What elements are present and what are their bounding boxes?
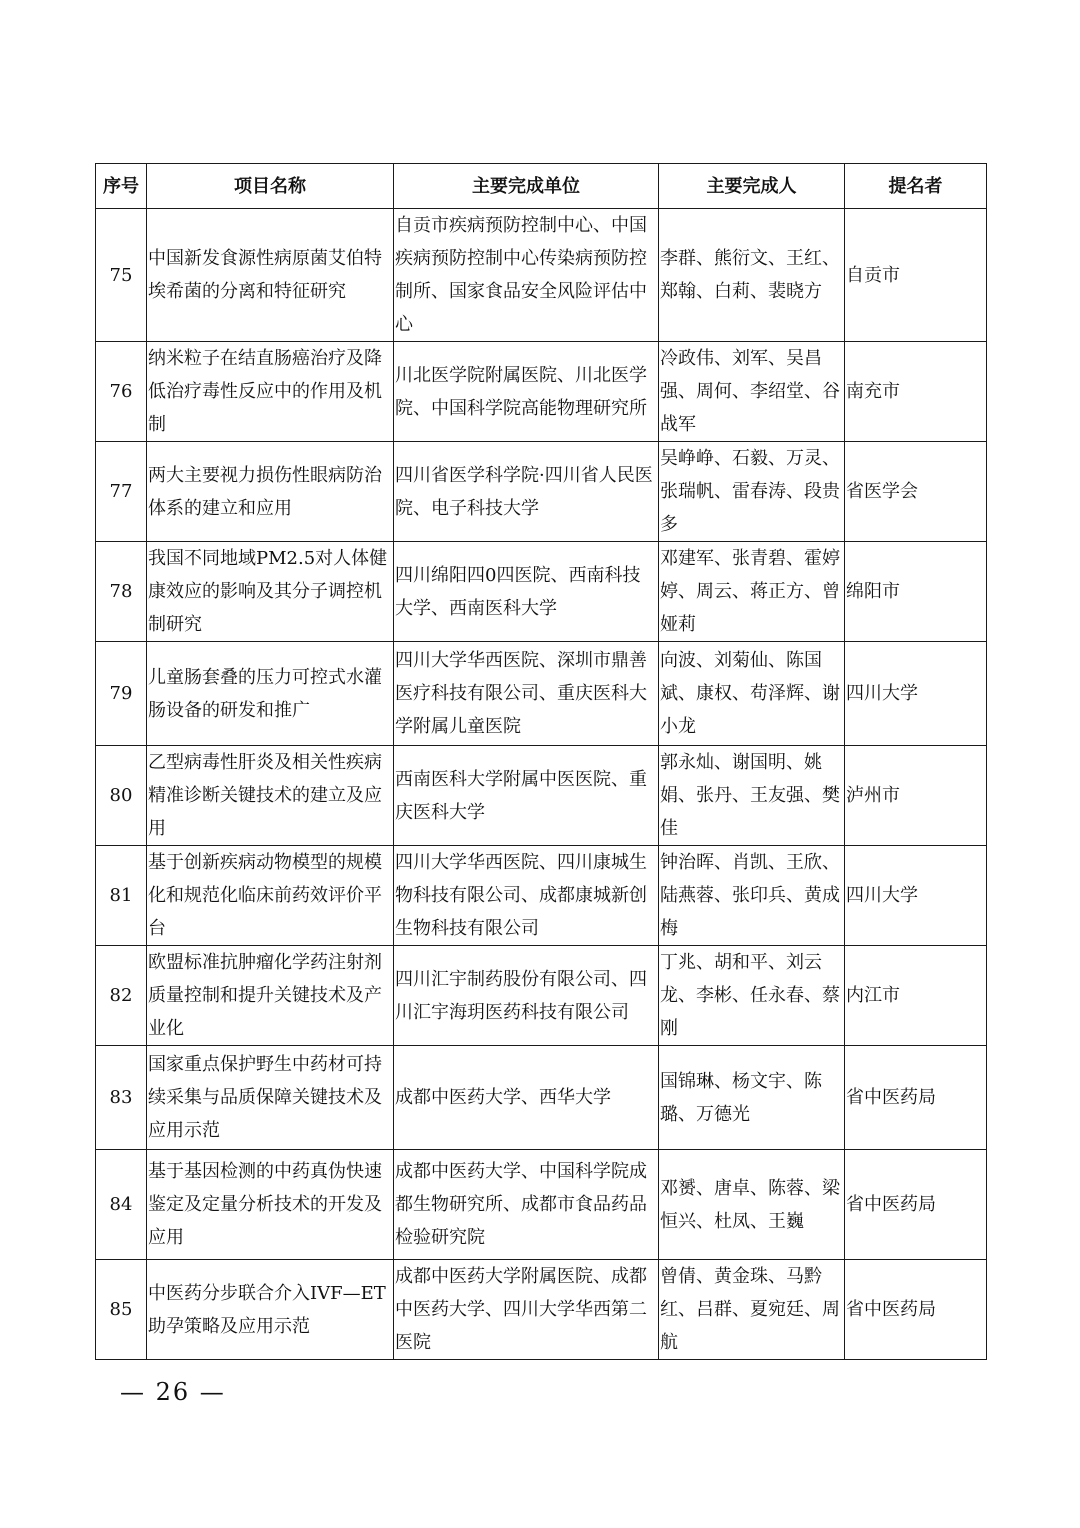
header-main-units: 主要完成单位 [394, 164, 659, 209]
table-row [96, 642, 987, 746]
row-serial-number: 77 [96, 442, 147, 542]
row-nominator: 泸州市 [845, 746, 987, 846]
row-serial-number: 82 [96, 946, 147, 1046]
row-main-people: 邓赟、唐卓、陈蓉、梁恒兴、杜凤、王巍 [659, 1150, 845, 1260]
table-row [96, 442, 987, 542]
table-row [96, 1046, 987, 1150]
row-nominator: 四川大学 [845, 642, 987, 746]
row-serial-number: 81 [96, 846, 147, 946]
row-nominator: 南充市 [845, 342, 987, 442]
row-project-name: 儿童肠套叠的压力可控式水灌肠设备的研发和推广 [147, 642, 394, 746]
table-row [96, 209, 987, 342]
row-nominator: 省中医药局 [845, 1046, 987, 1150]
header-row [96, 164, 987, 209]
row-project-name: 两大主要视力损伤性眼病防治体系的建立和应用 [147, 442, 394, 542]
row-serial-number: 79 [96, 642, 147, 746]
row-project-name: 欧盟标准抗肿瘤化学药注射剂质量控制和提升关键技术及产业化 [147, 946, 394, 1046]
row-project-name: 基于基因检测的中药真伪快速鉴定及定量分析技术的开发及应用 [147, 1150, 394, 1260]
table-row [96, 342, 987, 442]
row-main-people: 冷政伟、刘军、吴昌强、周何、李绍堂、谷战军 [659, 342, 845, 442]
row-serial-number: 78 [96, 542, 147, 642]
header-nominator: 提名者 [845, 164, 987, 209]
row-project-name: 乙型病毒性肝炎及相关性疾病精准诊断关键技术的建立及应用 [147, 746, 394, 846]
row-main-people: 曾倩、黄金珠、马黔红、吕群、夏宛廷、周航 [659, 1260, 845, 1360]
row-main-units: 四川绵阳四0四医院、西南科技大学、西南医科大学 [394, 542, 659, 642]
row-project-name: 纳米粒子在结直肠癌治疗及降低治疗毒性反应中的作用及机制 [147, 342, 394, 442]
table-header [96, 164, 987, 209]
row-serial-number: 75 [96, 209, 147, 342]
page-number: — 26 — [120, 1378, 226, 1406]
row-main-units: 四川汇宇制药股份有限公司、四川汇宇海玥医药科技有限公司 [394, 946, 659, 1046]
row-nominator: 省中医药局 [845, 1150, 987, 1260]
row-nominator: 省中医药局 [845, 1260, 987, 1360]
table-row [96, 746, 987, 846]
row-main-people: 李群、熊衍文、王红、郑翰、白莉、裴晓方 [659, 209, 845, 342]
row-main-people: 邓建军、张青碧、霍婷婷、周云、蒋正方、曾娅莉 [659, 542, 845, 642]
row-project-name: 我国不同地域PM2.5对人体健康效应的影响及其分子调控机制研究 [147, 542, 394, 642]
row-main-units: 成都中医药大学、中国科学院成都生物研究所、成都市食品药品检验研究院 [394, 1150, 659, 1260]
table-row [96, 1150, 987, 1260]
row-serial-number: 83 [96, 1046, 147, 1150]
table-row [96, 946, 987, 1046]
row-project-name: 中医药分步联合介入IVF—ET助孕策略及应用示范 [147, 1260, 394, 1360]
row-project-name: 中国新发食源性病原菌艾伯特埃希菌的分离和特征研究 [147, 209, 394, 342]
row-nominator: 自贡市 [845, 209, 987, 342]
row-main-units: 成都中医药大学、西华大学 [394, 1046, 659, 1150]
row-serial-number: 76 [96, 342, 147, 442]
row-main-people: 向波、刘菊仙、陈国斌、康权、苟泽辉、谢小龙 [659, 642, 845, 746]
row-main-units: 成都中医药大学附属医院、成都中医药大学、四川大学华西第二医院 [394, 1260, 659, 1360]
row-serial-number: 80 [96, 746, 147, 846]
row-nominator: 绵阳市 [845, 542, 987, 642]
row-main-people: 丁兆、胡和平、刘云龙、李彬、任永春、蔡刚 [659, 946, 845, 1046]
table-row [96, 1260, 987, 1360]
awards-table [95, 163, 987, 1360]
row-main-units: 西南医科大学附属中医医院、重庆医科大学 [394, 746, 659, 846]
header-serial-number: 序号 [96, 164, 147, 209]
row-project-name: 基于创新疾病动物模型的规模化和规范化临床前药效评价平台 [147, 846, 394, 946]
row-nominator: 内江市 [845, 946, 987, 1046]
row-main-units: 自贡市疾病预防控制中心、中国疾病预防控制中心传染病预防控制所、国家食品安全风险评估中心 [394, 209, 659, 342]
row-project-name: 国家重点保护野生中药材可持续采集与品质保障关键技术及应用示范 [147, 1046, 394, 1150]
header-project-name: 项目名称 [147, 164, 394, 209]
row-main-people: 郭永灿、谢国明、姚娟、张丹、王友强、樊佳 [659, 746, 845, 846]
row-serial-number: 84 [96, 1150, 147, 1260]
row-main-units: 四川省医学科学院·四川省人民医院、电子科技大学 [394, 442, 659, 542]
table-row [96, 846, 987, 946]
row-main-units: 川北医学院附属医院、川北医学院、中国科学院高能物理研究所 [394, 342, 659, 442]
row-nominator: 四川大学 [845, 846, 987, 946]
row-main-people: 钟治晖、肖凯、王欣、陆燕蓉、张印兵、黄成梅 [659, 846, 845, 946]
row-nominator: 省医学会 [845, 442, 987, 542]
row-serial-number: 85 [96, 1260, 147, 1360]
table-body [96, 209, 987, 1360]
row-main-units: 四川大学华西医院、深圳市鼎善医疗科技有限公司、重庆医科大学附属儿童医院 [394, 642, 659, 746]
row-main-units: 四川大学华西医院、四川康城生物科技有限公司、成都康城新创生物科技有限公司 [394, 846, 659, 946]
row-main-people: 吴峥峥、石毅、万灵、张瑞帆、雷春涛、段贵多 [659, 442, 845, 542]
header-main-people: 主要完成人 [659, 164, 845, 209]
row-main-people: 国锦琳、杨文宇、陈璐、万德光 [659, 1046, 845, 1150]
table-row [96, 542, 987, 642]
